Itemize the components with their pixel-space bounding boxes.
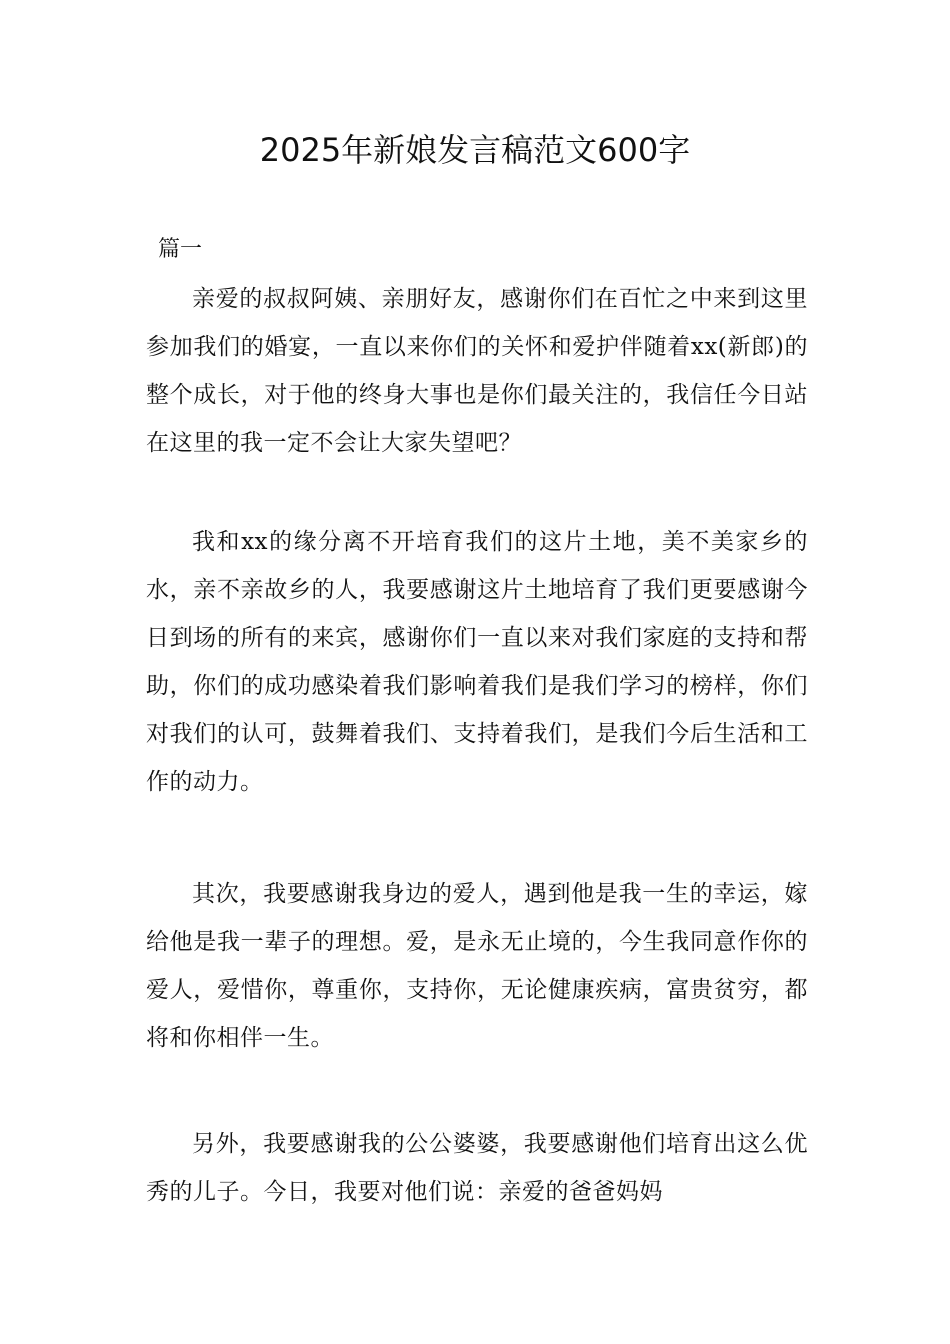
document-title: 2025年新娘发言稿范文600字 [259,131,691,169]
paragraph-4: 另外，我要感谢我的公公婆婆，我要感谢他们培育出这么优秀的儿子。今日，我要对他们说：亲爱的爸爸妈妈 [146,1131,808,1205]
paragraph-2: 我和xx的缘分离不开培育我们的这片土地，美不美家乡的水，亲不亲故乡的人，我要感谢这片土地培育了我们更要感谢今日到场的所有的来宾，感谢你们一直以来对我们家庭的支持和帮助，你们的成功感染着我们影响着我们是我们学习的榜样，你们对我们的认可，鼓舞着我们、支持着我们，是我们今后生活和工作的动力。 [146,529,808,795]
paragraph-1: 亲爱的叔叔阿姨、亲朋好友，感谢你们在百忙之中来到这里参加我们的婚宴，一直以来你们的关怀和爱护伴随着xx(新郎)的整个成长，对于他的终身大事也是你们最关注的，我信任今日站在这里的我一定不会让大家失望吧？ [146,286,808,456]
section-label: 篇一 [158,237,203,262]
paragraph-3: 其次，我要感谢我身边的爱人，遇到他是我一生的幸运，嫁给他是我一辈子的理想。爱，是永无止境的，今生我同意作你的爱人，爱惜你，尊重你，支持你，无论健康疾病，富贵贫穷，都将和你相伴一生。 [146,881,808,1051]
